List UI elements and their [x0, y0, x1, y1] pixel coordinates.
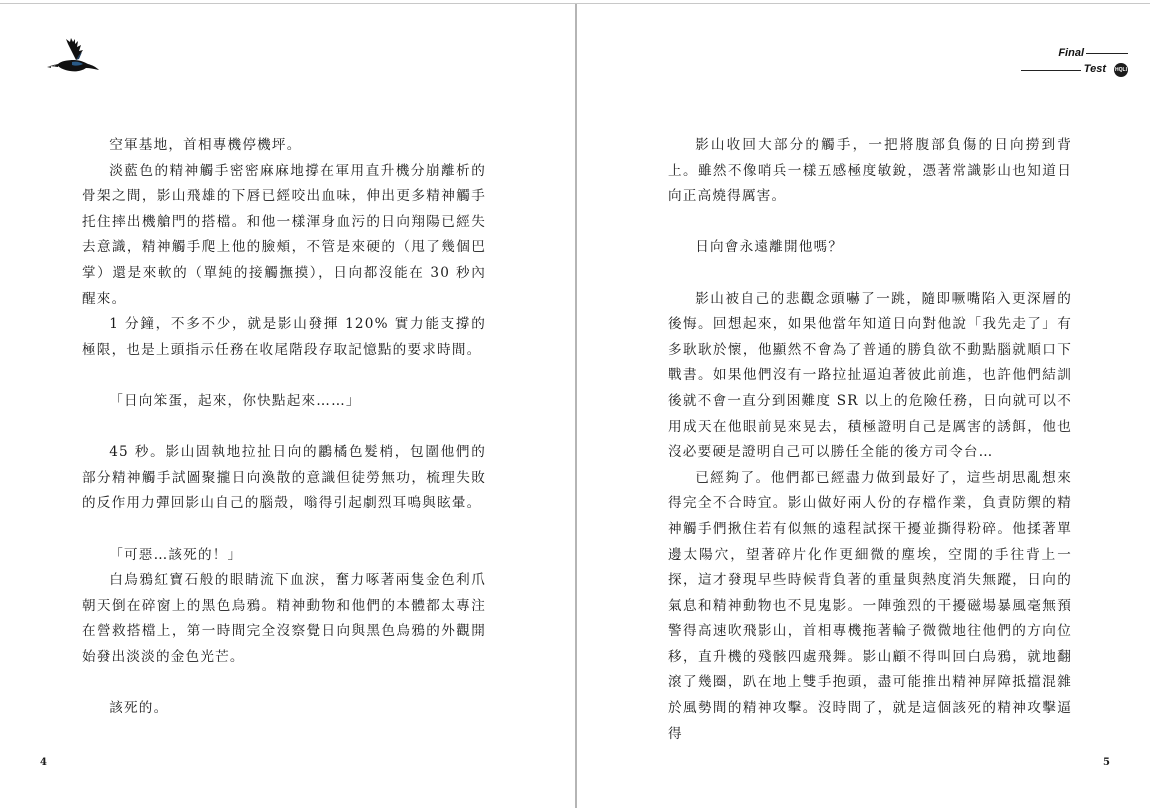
- paragraph: 日向會永遠離開他嗎？: [695, 239, 844, 256]
- right-page: [577, 0, 1150, 808]
- paragraph-gap: [668, 210, 1072, 236]
- paragraph-gap: [668, 261, 1072, 287]
- page-number-right: 5: [1103, 757, 1110, 768]
- paragraph: 「日向笨蛋，起來，你快點起來……」: [109, 392, 361, 409]
- logo-badge-icon: HQLI: [1114, 63, 1128, 77]
- paragraph: 淡藍色的精神觸手密密麻麻地撐在軍用直升機分崩離析的骨架之間，影山飛雄的下唇已經咬出血味，伸出更多精神觸手托住摔出機艙門的搭檔。和他一樣渾身血污的日向翔陽已經失去意識，精神觸手爬上他的臉頰，不管是來硬的（甩了幾個巴掌）還是來軟的（單純的接觸撫摸），日向都沒能在 30 秒內醒來。: [82, 162, 486, 307]
- left-page-body: [82, 133, 486, 722]
- logo-test-text: Test: [1083, 63, 1106, 75]
- paragraph-gap: [82, 363, 486, 389]
- paragraph: 影山被自己的悲觀念頭嚇了一跳，隨即噘嘴陷入更深層的後悔。回想起來，如果他當年知道日向對他說「我先走了」有多耿耿於懷，他顯然不會為了普通的勝負欲不動點腦就順口下戰書。如果他們沒有一路拉扯逼迫著彼此前進，也許他們結訓後就不會一直分到困難度 SR 以上的危險任務，日向就可以不用成天在他眼前晃來晃去，積極證明自己是厲害的誘餌，他也沒必要硬是證明自己可以勝任全能的後方司令台…: [668, 290, 1072, 461]
- series-logo: [1018, 44, 1128, 78]
- logo-rule-top: [1086, 53, 1128, 54]
- paragraph: 45 秒。影山固執地拉扯日向的鸝橘色髮梢，包圍他們的部分精神觸手試圖聚攏日向渙散的意識但徒勞無功，梳理失敗的反作用力彈回影山自己的腦殼，嗡得引起劇烈耳鳴與眩暈。: [82, 444, 486, 512]
- page-number-left: 4: [40, 757, 47, 768]
- paragraph-gap: [82, 415, 486, 441]
- paragraph: 空軍基地，首相專機停機坪。: [109, 137, 302, 153]
- paragraph-gap: [82, 517, 486, 543]
- paragraph-gap: [82, 670, 486, 696]
- logo-rule-bottom: [1021, 70, 1081, 71]
- right-page-body: [668, 133, 1072, 747]
- paragraph: 「可惡…該死的！」: [109, 546, 243, 563]
- paragraph: 1 分鐘，不多不少，就是影山發揮 120% 實力能支撐的極限，也是上頭指示任務在收尾階段存取記憶點的要求時間。: [82, 316, 486, 358]
- paragraph: 白烏鴉紅寶石般的眼睛流下血淚，奮力啄著兩隻金色利爪朝天倒在碎窗上的黑色烏鴉。精神動物和他們的本體都太專注在營救搭檔上，第一時間完全沒察覺日向與黑色烏鴉的外觀開始發出淡淡的金色光芒。: [82, 572, 486, 665]
- paragraph: 影山收回大部分的觸手，一把將腹部負傷的日向撈到背上。雖然不像哨兵一樣五感極度敏銳，憑著常識影山也知道日向正高燒得厲害。: [668, 137, 1072, 205]
- magpie-bird-icon: [46, 38, 100, 80]
- paragraph: 已經夠了。他們都已經盡力做到最好了，這些胡思亂想來得完全不合時宜。影山做好兩人份的存檔作業，負責防禦的精神觸手們揪住若有似無的遠程試探干擾並撕得粉碎。他揉著單邊太陽穴，望著碎片化作更細微的塵埃，空閒的手往背上一探，這才發現早些時候背負著的重量與熱度消失無蹤，日向的氣息和精神動物也不見鬼影。一陣強烈的干擾磁場暴風毫無預警得高速吹飛影山，首相專機拖著輪子微微地往他們的方向位移，直升機的殘骸四處飛舞。影山顧不得叫回白烏鴉，就地翻滾了幾圈，趴在地上雙手抱頭，盡可能推出精神屏障抵擋混雜於風勢間的精神攻擊。沒時間了，就是這個該死的精神攻擊逼得: [668, 469, 1072, 742]
- logo-final-text: Final: [1058, 47, 1084, 59]
- paragraph: 該死的。: [109, 700, 169, 717]
